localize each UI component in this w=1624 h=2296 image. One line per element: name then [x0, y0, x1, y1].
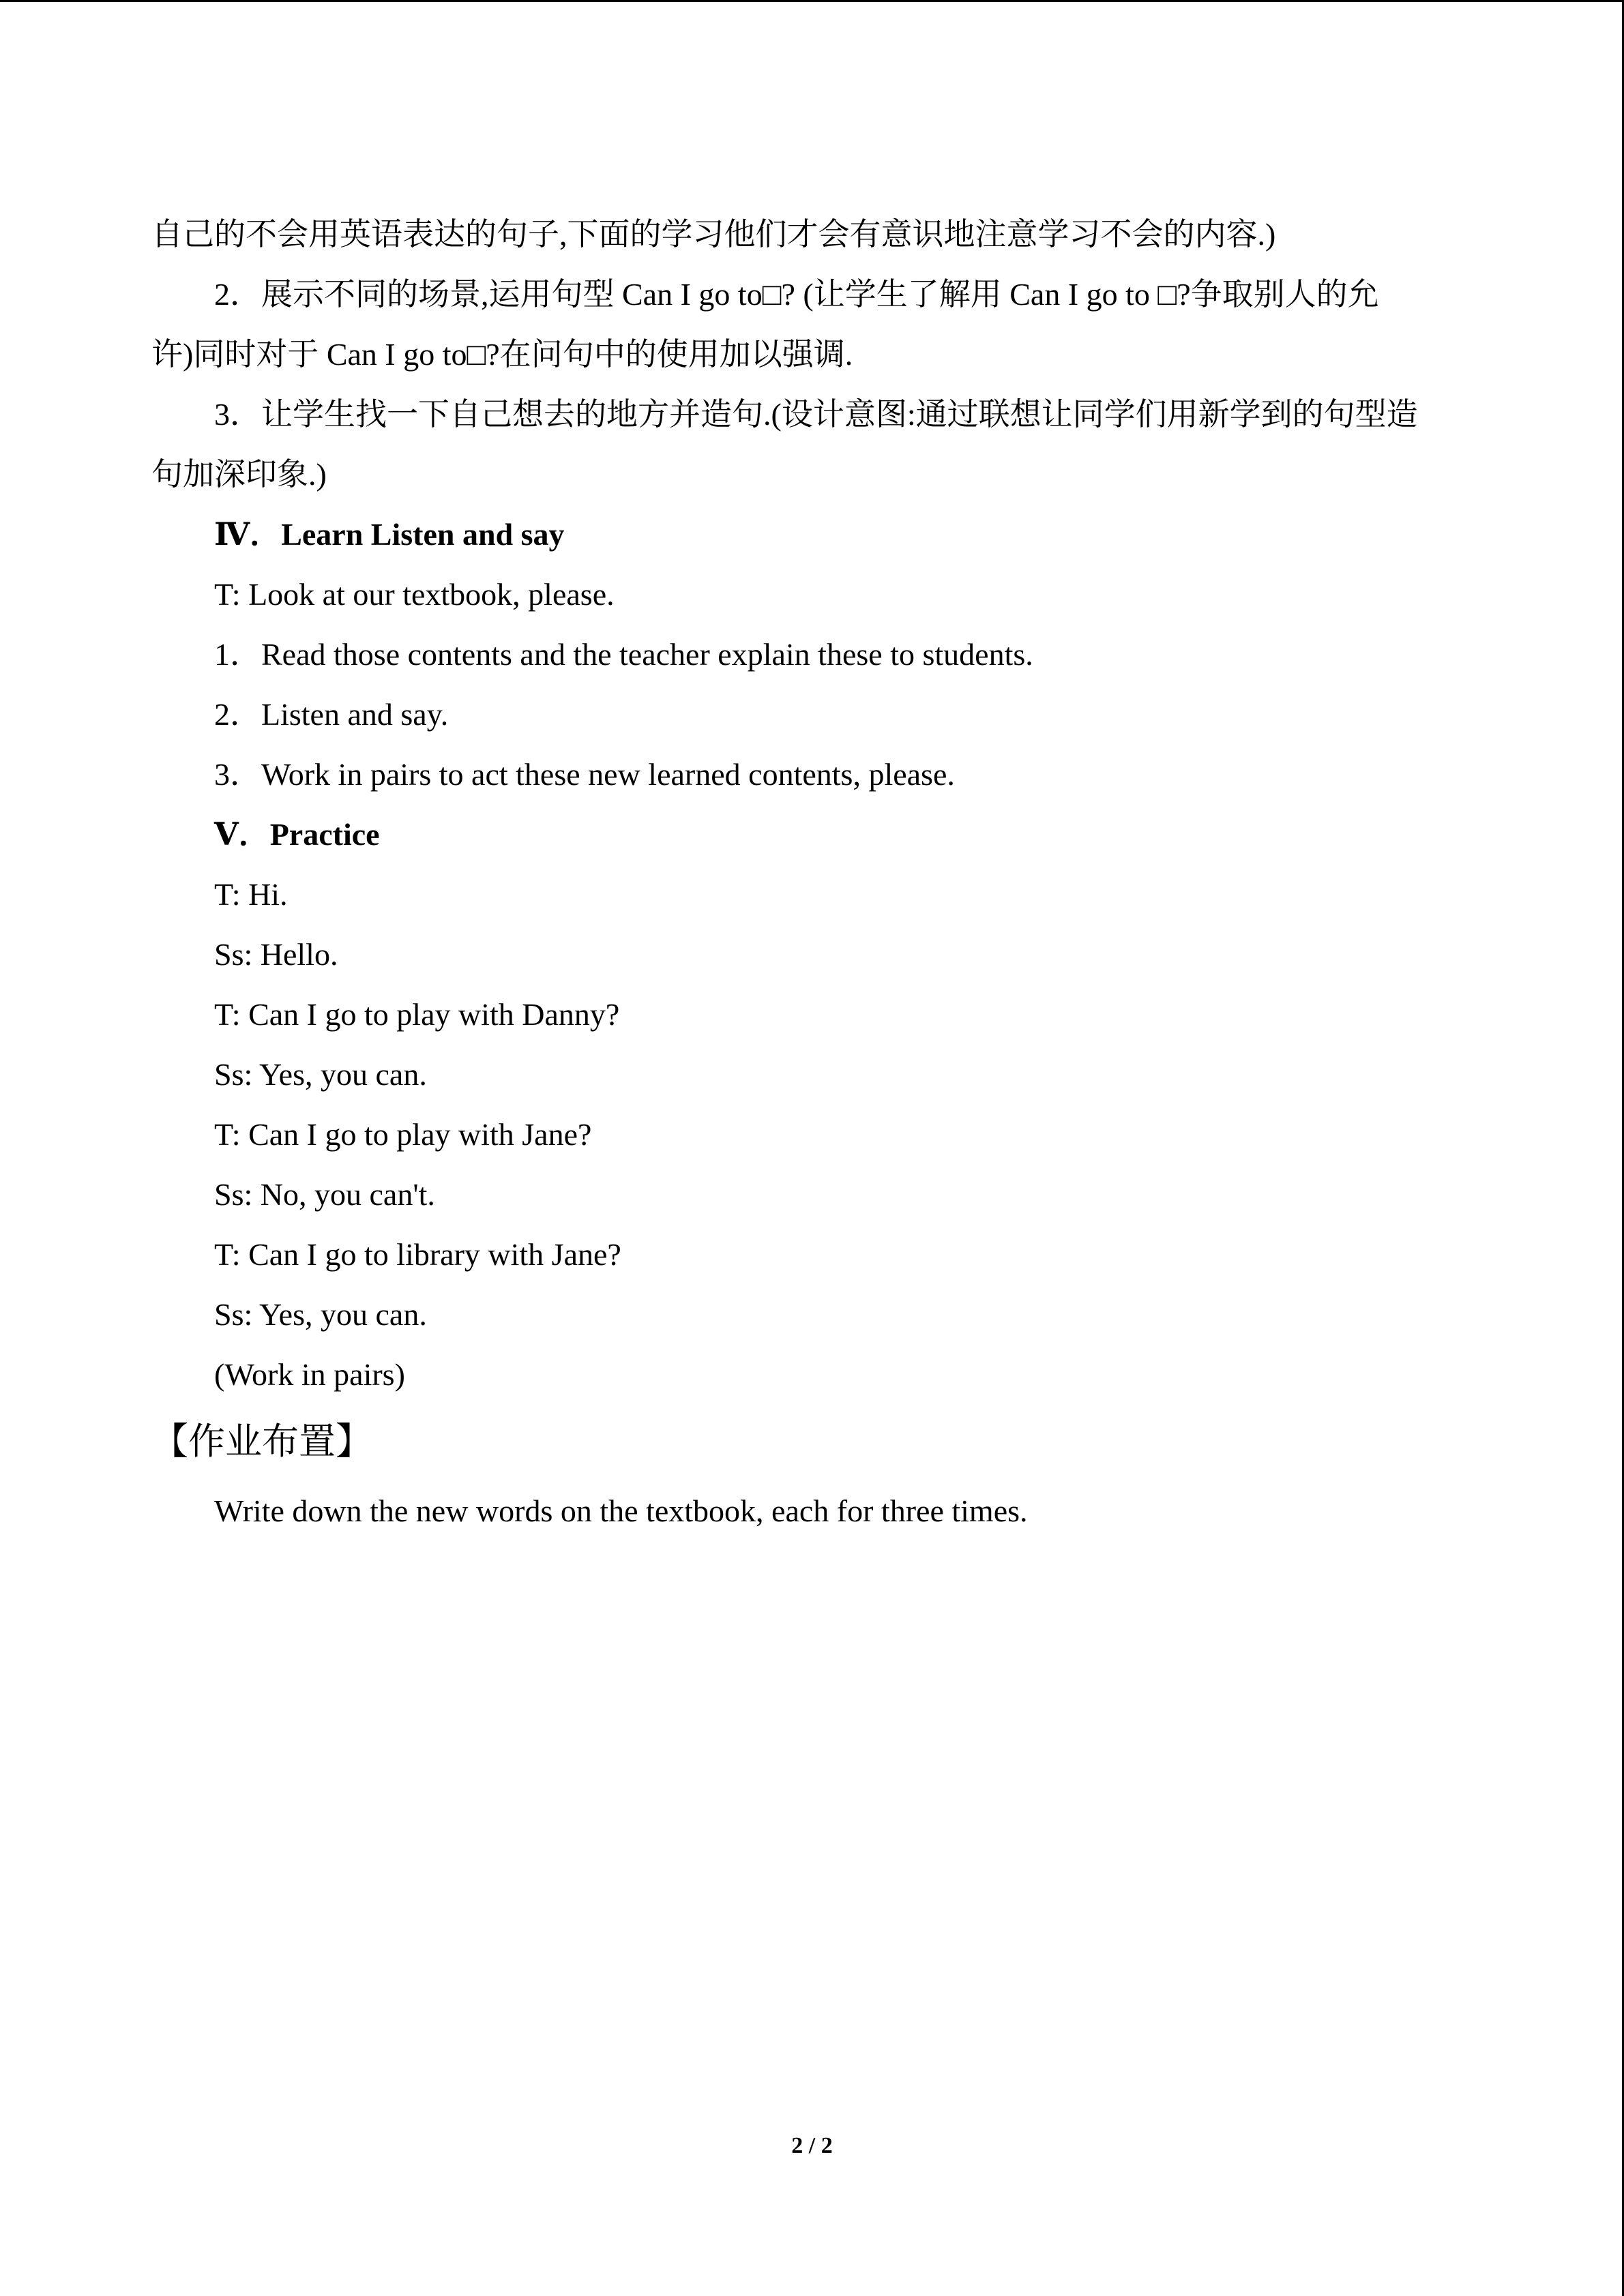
- dialogue-line: Ss: Hello.: [214, 937, 338, 972]
- dialogue-line: Ss: Yes, you can.: [214, 1297, 427, 1332]
- document-body: [151, 205, 1488, 1541]
- section-5-title: Ⅴ．Practice: [214, 817, 380, 852]
- paragraph-continued: 自己的不会用英语表达的句子,下面的学习他们才会有意识地注意学习不会的内容.): [151, 217, 1276, 252]
- page-number: 2 / 2: [791, 2133, 833, 2158]
- dialogue-line: T: Can I go to play with Jane?: [214, 1117, 592, 1152]
- dialogue-line: T: Can I go to play with Danny?: [214, 997, 620, 1032]
- homework-text: Write down the new words on the textbook, each for three times.: [214, 1493, 1028, 1528]
- dialogue-line: T: Can I go to library with Jane?: [214, 1237, 621, 1272]
- page-top-border: [0, 0, 1624, 2]
- section-4-line: T: Look at our textbook, please.: [214, 577, 615, 612]
- dialogue-line: Ss: No, you can't.: [214, 1177, 435, 1212]
- section-4-line: 3．Work in pairs to act these new learned contents, please.: [214, 757, 955, 792]
- section-4-line: 1．Read those contents and the teacher explain these to students.: [214, 637, 1033, 672]
- paragraph-step-3-line-1: 3．让学生找一下自己想去的地方并造句.(设计意图:通过联想让同学们用新学到的句型造: [214, 397, 1418, 432]
- dialogue-line: T: Hi.: [214, 877, 288, 912]
- paragraph-step-3-line-2: 句加深印象.): [151, 457, 327, 492]
- paragraph-step-2-line-1: 2．展示不同的场景,运用句型 Can I go to□? (让学生了解用 Can I go to □?争取别人的允: [214, 277, 1379, 312]
- homework-heading: 【作业布置】: [151, 1420, 372, 1463]
- dialogue-line: (Work in pairs): [214, 1357, 405, 1392]
- section-4-title: Ⅳ．Learn Listen and say: [214, 517, 565, 552]
- paragraph-step-2-line-2: 许)同时对于 Can I go to□?在问句中的使用加以强调.: [151, 337, 853, 372]
- dialogue-line: Ss: Yes, you can.: [214, 1057, 427, 1092]
- section-4-line: 2．Listen and say.: [214, 697, 449, 732]
